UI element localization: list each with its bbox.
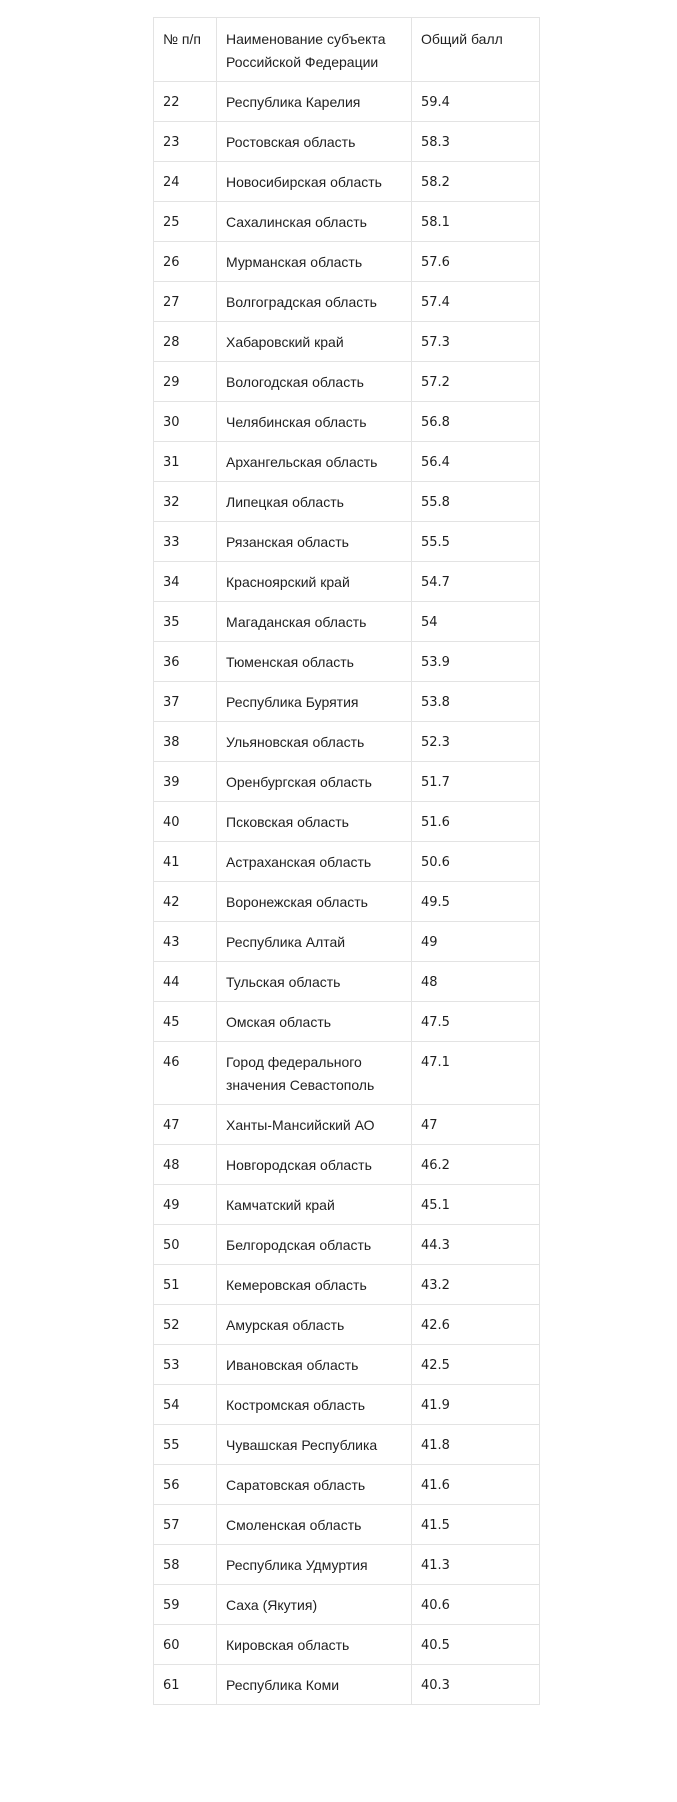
row-number: 33 <box>154 522 217 562</box>
table-row <box>154 722 540 762</box>
row-number: 46 <box>154 1042 217 1105</box>
table-row <box>154 1545 540 1585</box>
row-region-name: Камчатский край <box>217 1185 412 1225</box>
row-region-name: Смоленская область <box>217 1505 412 1545</box>
row-region-name: Псковская область <box>217 802 412 842</box>
row-number: 48 <box>154 1145 217 1185</box>
table-row <box>154 1665 540 1705</box>
row-number: 23 <box>154 122 217 162</box>
row-number: 55 <box>154 1425 217 1465</box>
row-total-score: 42.6 <box>412 1305 540 1345</box>
row-region-name: Тюменская область <box>217 642 412 682</box>
row-number: 30 <box>154 402 217 442</box>
row-number: 32 <box>154 482 217 522</box>
row-total-score: 41.8 <box>412 1425 540 1465</box>
row-total-score: 40.5 <box>412 1625 540 1665</box>
row-region-name: Кировская область <box>217 1625 412 1665</box>
row-number: 49 <box>154 1185 217 1225</box>
row-number: 34 <box>154 562 217 602</box>
row-number: 29 <box>154 362 217 402</box>
row-total-score: 55.8 <box>412 482 540 522</box>
row-region-name: Хабаровский край <box>217 322 412 362</box>
table-row <box>154 1002 540 1042</box>
table-row <box>154 282 540 322</box>
table-row <box>154 762 540 802</box>
row-total-score: 53.8 <box>412 682 540 722</box>
row-total-score: 53.9 <box>412 642 540 682</box>
row-number: 22 <box>154 82 217 122</box>
table-row <box>154 1105 540 1145</box>
row-region-name: Новгородская область <box>217 1145 412 1185</box>
table-row <box>154 162 540 202</box>
row-number: 44 <box>154 962 217 1002</box>
row-total-score: 41.5 <box>412 1505 540 1545</box>
row-region-name: Ростовская область <box>217 122 412 162</box>
row-region-name: Саха (Якутия) <box>217 1585 412 1625</box>
header-row <box>154 18 540 82</box>
table-row <box>154 562 540 602</box>
row-number: 42 <box>154 882 217 922</box>
row-number: 60 <box>154 1625 217 1665</box>
row-region-name: Костромская область <box>217 1385 412 1425</box>
row-number: 59 <box>154 1585 217 1625</box>
row-total-score: 43.2 <box>412 1265 540 1305</box>
row-number: 43 <box>154 922 217 962</box>
row-number: 52 <box>154 1305 217 1345</box>
row-total-score: 58.3 <box>412 122 540 162</box>
table-row <box>154 802 540 842</box>
row-total-score: 44.3 <box>412 1225 540 1265</box>
table-row <box>154 1425 540 1465</box>
row-region-name: Рязанская область <box>217 522 412 562</box>
row-number: 36 <box>154 642 217 682</box>
row-number: 56 <box>154 1465 217 1505</box>
row-region-name: Республика Удмуртия <box>217 1545 412 1585</box>
table-row <box>154 1465 540 1505</box>
row-region-name: Амурская область <box>217 1305 412 1345</box>
row-number: 35 <box>154 602 217 642</box>
row-number: 28 <box>154 322 217 362</box>
ranking-table-container <box>153 17 539 1705</box>
row-region-name: Республика Алтай <box>217 922 412 962</box>
table-row <box>154 482 540 522</box>
table-row <box>154 402 540 442</box>
table-row <box>154 1585 540 1625</box>
row-region-name: Липецкая область <box>217 482 412 522</box>
row-region-name: Воронежская область <box>217 882 412 922</box>
row-total-score: 46.2 <box>412 1145 540 1185</box>
row-total-score: 51.6 <box>412 802 540 842</box>
row-total-score: 56.4 <box>412 442 540 482</box>
row-region-name: Волгоградская область <box>217 282 412 322</box>
row-region-name: Кемеровская область <box>217 1265 412 1305</box>
table-row <box>154 1305 540 1345</box>
row-total-score: 40.3 <box>412 1665 540 1705</box>
row-region-name: Республика Карелия <box>217 82 412 122</box>
table-row <box>154 82 540 122</box>
row-total-score: 47 <box>412 1105 540 1145</box>
row-region-name: Республика Бурятия <box>217 682 412 722</box>
row-total-score: 49.5 <box>412 882 540 922</box>
table-row <box>154 602 540 642</box>
row-number: 26 <box>154 242 217 282</box>
table-header <box>154 18 540 82</box>
table-row <box>154 642 540 682</box>
row-region-name: Республика Коми <box>217 1665 412 1705</box>
row-total-score: 57.3 <box>412 322 540 362</box>
table-row <box>154 122 540 162</box>
row-region-name: Новосибирская область <box>217 162 412 202</box>
row-total-score: 54.7 <box>412 562 540 602</box>
row-number: 51 <box>154 1265 217 1305</box>
row-number: 37 <box>154 682 217 722</box>
table-row <box>154 202 540 242</box>
row-region-name: Сахалинская область <box>217 202 412 242</box>
table-row <box>154 522 540 562</box>
row-total-score: 54 <box>412 602 540 642</box>
table-body <box>154 82 540 1705</box>
row-total-score: 41.6 <box>412 1465 540 1505</box>
table-row <box>154 1145 540 1185</box>
row-number: 24 <box>154 162 217 202</box>
row-total-score: 48 <box>412 962 540 1002</box>
header-total-score: Общий балл <box>412 18 540 82</box>
row-region-name: Ивановская область <box>217 1345 412 1385</box>
row-region-name: Мурманская область <box>217 242 412 282</box>
row-total-score: 49 <box>412 922 540 962</box>
table-row <box>154 1225 540 1265</box>
table-row <box>154 962 540 1002</box>
row-total-score: 42.5 <box>412 1345 540 1385</box>
row-total-score: 41.3 <box>412 1545 540 1585</box>
row-number: 39 <box>154 762 217 802</box>
row-total-score: 58.2 <box>412 162 540 202</box>
table-row <box>154 842 540 882</box>
row-region-name: Саратовская область <box>217 1465 412 1505</box>
row-total-score: 50.6 <box>412 842 540 882</box>
table-row <box>154 1385 540 1425</box>
row-number: 50 <box>154 1225 217 1265</box>
row-total-score: 47.1 <box>412 1042 540 1105</box>
row-region-name: Город федерального значения Севастополь <box>217 1042 412 1105</box>
row-total-score: 59.4 <box>412 82 540 122</box>
row-total-score: 40.6 <box>412 1585 540 1625</box>
table-row <box>154 362 540 402</box>
row-region-name: Омская область <box>217 1002 412 1042</box>
header-region-name: Наименование субъекта Российской Федерации <box>217 18 412 82</box>
row-number: 58 <box>154 1545 217 1585</box>
row-total-score: 41.9 <box>412 1385 540 1425</box>
row-number: 47 <box>154 1105 217 1145</box>
row-region-name: Астраханская область <box>217 842 412 882</box>
table-row <box>154 322 540 362</box>
row-total-score: 55.5 <box>412 522 540 562</box>
header-number: № п/п <box>154 18 217 82</box>
row-region-name: Челябинская область <box>217 402 412 442</box>
row-total-score: 52.3 <box>412 722 540 762</box>
row-region-name: Красноярский край <box>217 562 412 602</box>
row-region-name: Тульская область <box>217 962 412 1002</box>
row-number: 31 <box>154 442 217 482</box>
table-row <box>154 1345 540 1385</box>
ranking-table <box>153 17 540 1705</box>
table-row <box>154 1265 540 1305</box>
row-region-name: Магаданская область <box>217 602 412 642</box>
row-total-score: 57.4 <box>412 282 540 322</box>
row-region-name: Вологодская область <box>217 362 412 402</box>
row-total-score: 57.2 <box>412 362 540 402</box>
table-row <box>154 1042 540 1105</box>
row-number: 27 <box>154 282 217 322</box>
row-number: 41 <box>154 842 217 882</box>
table-row <box>154 1625 540 1665</box>
row-number: 57 <box>154 1505 217 1545</box>
row-region-name: Архангельская область <box>217 442 412 482</box>
row-region-name: Ханты-Мансийский АО <box>217 1105 412 1145</box>
table-row <box>154 1185 540 1225</box>
row-number: 54 <box>154 1385 217 1425</box>
row-total-score: 45.1 <box>412 1185 540 1225</box>
table-row <box>154 922 540 962</box>
row-number: 25 <box>154 202 217 242</box>
row-total-score: 57.6 <box>412 242 540 282</box>
row-number: 61 <box>154 1665 217 1705</box>
row-region-name: Чувашская Республика <box>217 1425 412 1465</box>
row-total-score: 51.7 <box>412 762 540 802</box>
row-total-score: 58.1 <box>412 202 540 242</box>
table-row <box>154 882 540 922</box>
row-number: 45 <box>154 1002 217 1042</box>
table-row <box>154 442 540 482</box>
table-row <box>154 1505 540 1545</box>
table-row <box>154 682 540 722</box>
row-number: 38 <box>154 722 217 762</box>
row-number: 40 <box>154 802 217 842</box>
row-region-name: Оренбургская область <box>217 762 412 802</box>
table-row <box>154 242 540 282</box>
row-region-name: Ульяновская область <box>217 722 412 762</box>
row-number: 53 <box>154 1345 217 1385</box>
row-total-score: 47.5 <box>412 1002 540 1042</box>
row-total-score: 56.8 <box>412 402 540 442</box>
row-region-name: Белгородская область <box>217 1225 412 1265</box>
